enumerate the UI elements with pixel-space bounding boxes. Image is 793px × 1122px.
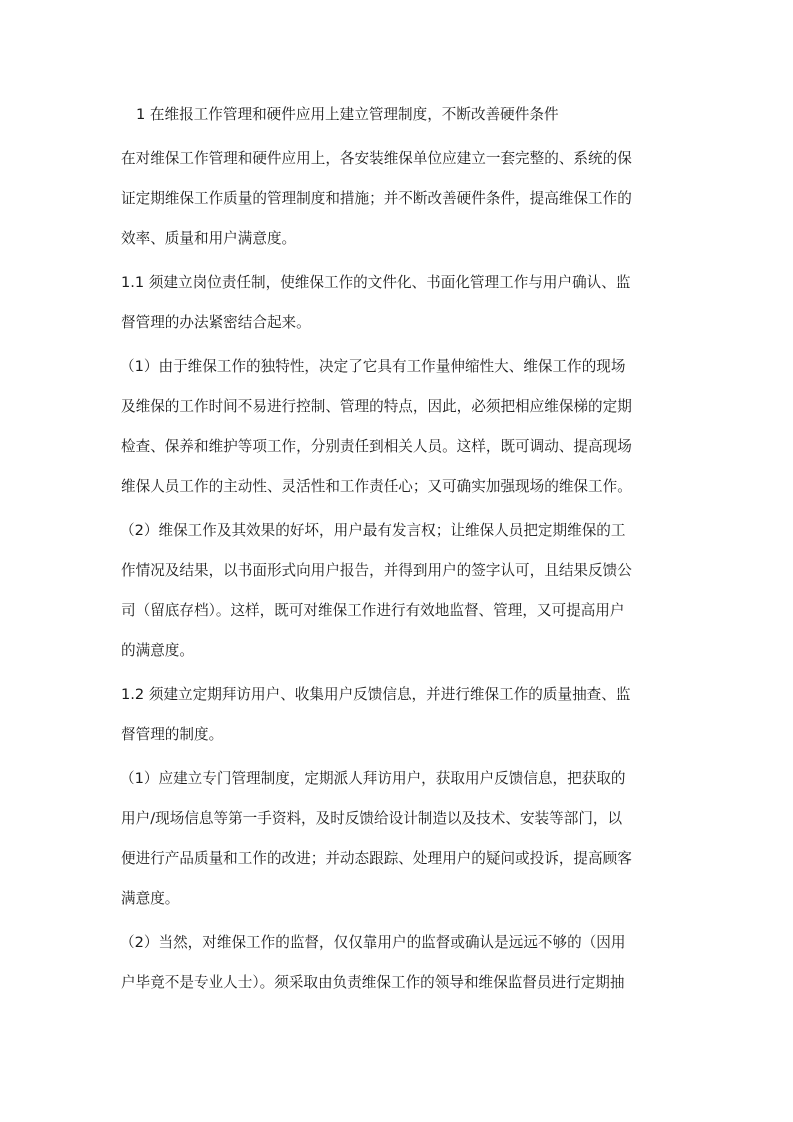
paragraph-line: 在对维保工作管理和硬件应用上，各安装维保单位应建立一套完整的、系统的保 xyxy=(121,150,632,167)
paragraph-line: 督管理的办法紧密结合起来。 xyxy=(121,314,311,331)
paragraph-line: 证定期维保工作质量的管理制度和措施；并不断改善硬件条件，提高维保工作的 xyxy=(121,190,632,207)
paragraph-line: 户毕竟不是专业人士）。须采取由负责维保工作的领导和维保监督员进行定期抽 xyxy=(121,974,625,991)
paragraph-line: 效率、质量和用户满意度。 xyxy=(121,230,297,247)
paragraph-line: 司（留底存档）。这样，既可对维保工作进行有效地监督、管理，又可提高用户 xyxy=(121,602,625,619)
list-item-line: （2）维保工作及其效果的好坏，用户最有发言权；让维保人员把定期维保的工 xyxy=(120,522,626,539)
paragraph-line: 督管理的制度。 xyxy=(121,726,224,743)
list-item-line: （1）由于维保工作的独特性，决定了它具有工作量伸缩性大、维保工作的现场 xyxy=(120,358,626,375)
paragraph-line: 的满意度。 xyxy=(121,642,194,659)
list-item-line: （2）当然，对维保工作的监督，仅仅靠用户的监督或确认是远远不够的（因用 xyxy=(120,934,626,951)
subsection-heading: 1.2 须建立定期拜访用户、收集用户反馈信息，并进行维保工作的质量抽查、监 xyxy=(121,686,631,703)
paragraph-line: 维保人员工作的主动性、灵活性和工作责任心；又可确实加强现场的维保工作。 xyxy=(121,478,632,495)
paragraph-line: 满意度。 xyxy=(121,890,180,907)
subsection-heading: 1.1 须建立岗位责任制，使维保工作的文件化、书面化管理工作与用户确认、监 xyxy=(121,274,631,291)
section-heading: 1 在维报工作管理和硬件应用上建立管理制度，不断改善硬件条件 xyxy=(136,106,559,123)
paragraph-line: 便进行产品质量和工作的改进；并动态跟踪、处理用户的疑问或投诉，提高顾客 xyxy=(121,850,632,867)
paragraph-line: 检查、保养和维护等项工作，分别责任到相关人员。这样，既可调动、提高现场 xyxy=(121,438,632,455)
paragraph-line: 作情况及结果，以书面形式向用户报告，并得到用户的签字认可，且结果反馈公 xyxy=(121,562,632,579)
paragraph-line: 用户/现场信息等第一手资料，及时反馈给设计制造以及技术、安装等部门，以 xyxy=(121,810,623,827)
paragraph-line: 及维保的工作时间不易进行控制、管理的特点，因此，必须把相应维保梯的定期 xyxy=(121,398,632,415)
list-item-line: （1）应建立专门管理制度，定期派人拜访用户，获取用户反馈信息，把获取的 xyxy=(120,770,626,787)
